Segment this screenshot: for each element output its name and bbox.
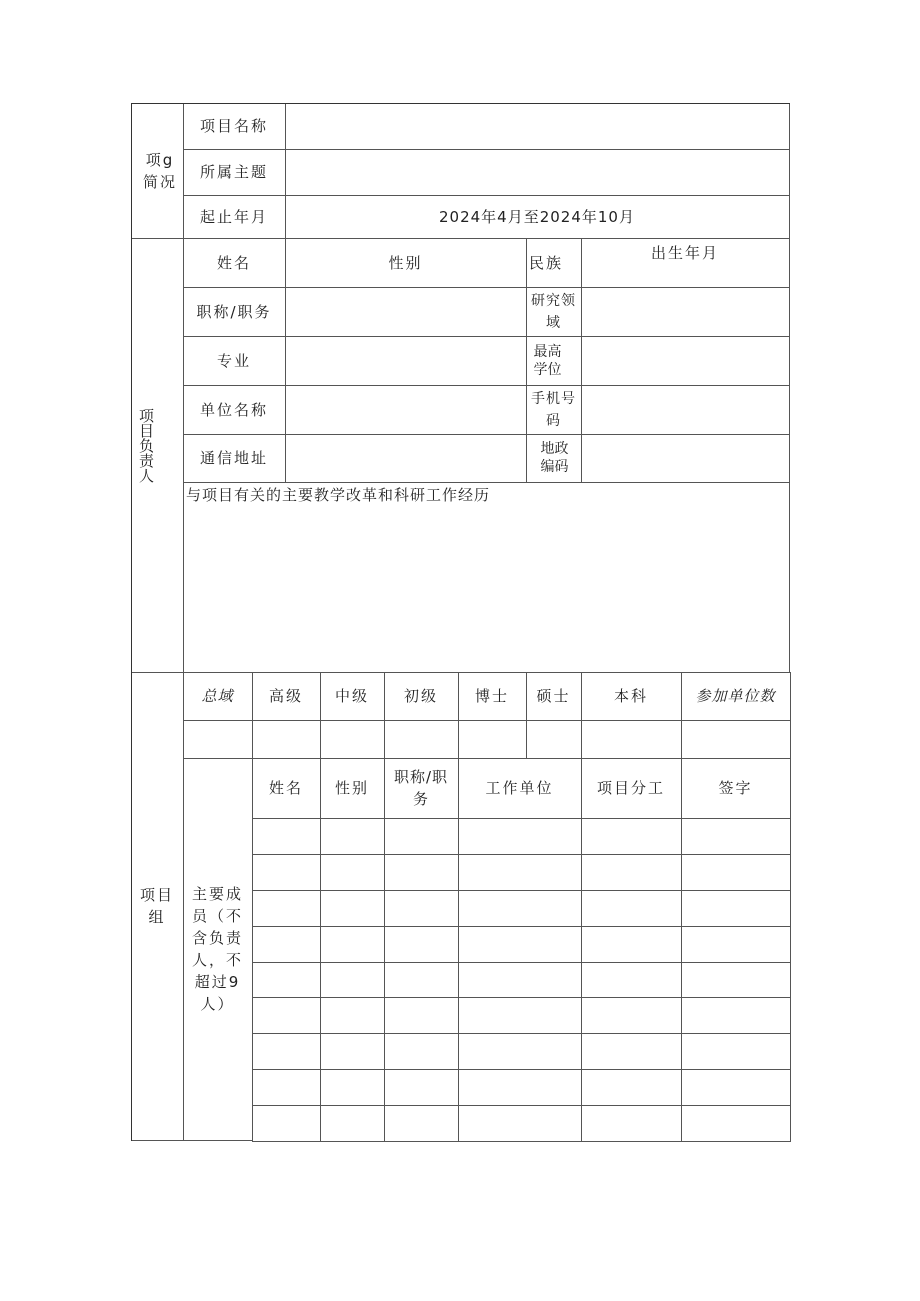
title-label: 职称/职务 <box>183 287 286 337</box>
postcode-label: 地政编码 <box>526 434 582 483</box>
major-label: 专业 <box>183 336 286 386</box>
member-row-0-cell-5[interactable] <box>681 818 791 855</box>
stats-field-5[interactable] <box>526 720 582 759</box>
member-row-8-cell-1[interactable] <box>320 1105 385 1142</box>
research-field[interactable] <box>581 287 790 337</box>
postcode-field[interactable] <box>581 434 790 483</box>
member-row-8-cell-2[interactable] <box>384 1105 459 1142</box>
member-row-5-cell-3[interactable] <box>458 997 582 1034</box>
member-row-4-cell-5[interactable] <box>681 962 791 998</box>
member-row-3-cell-0[interactable] <box>252 926 321 963</box>
member-row-2-cell-5[interactable] <box>681 890 791 927</box>
member-row-6-cell-0[interactable] <box>252 1033 321 1070</box>
member-row-4-cell-4[interactable] <box>581 962 682 998</box>
team-section-label <box>131 672 184 1141</box>
member-row-0-cell-0[interactable] <box>252 818 321 855</box>
period-field[interactable]: 2024年4月至2024年10月 <box>285 195 790 239</box>
stats-field-1[interactable] <box>252 720 321 759</box>
member-row-3-cell-2[interactable] <box>384 926 459 963</box>
stats-header-1: 高级 <box>252 672 321 721</box>
member-header-2: 职称/职务 <box>384 758 459 819</box>
member-header-5: 签字 <box>681 758 791 819</box>
member-header-3: 工作单位 <box>458 758 582 819</box>
stats-header-5: 硕士 <box>526 672 582 721</box>
period-label: 起止年月 <box>183 195 286 239</box>
unit-field[interactable] <box>285 385 527 435</box>
stats-field-6[interactable] <box>581 720 682 759</box>
member-row-7-cell-3[interactable] <box>458 1069 582 1106</box>
major-field[interactable] <box>285 336 527 386</box>
member-row-3-cell-1[interactable] <box>320 926 385 963</box>
theme-field[interactable] <box>285 149 790 196</box>
member-row-6-cell-4[interactable] <box>581 1033 682 1070</box>
member-row-2-cell-4[interactable] <box>581 890 682 927</box>
member-row-5-cell-2[interactable] <box>384 997 459 1034</box>
stats-field-2[interactable] <box>320 720 385 759</box>
team-section-text: 项目组 <box>139 886 174 926</box>
title-field[interactable] <box>285 287 527 337</box>
member-row-2-cell-1[interactable] <box>320 890 385 927</box>
member-row-8-cell-4[interactable] <box>581 1105 682 1142</box>
stats-header-2: 中级 <box>320 672 385 721</box>
address-label: 通信地址 <box>183 434 286 483</box>
member-row-1-cell-3[interactable] <box>458 854 582 891</box>
theme-label: 所属主题 <box>183 149 286 196</box>
stats-header-7: 参加单位数 <box>681 672 791 721</box>
ethnicity-label: 民族 <box>526 238 582 288</box>
member-row-0-cell-4[interactable] <box>581 818 682 855</box>
member-row-6-cell-2[interactable] <box>384 1033 459 1070</box>
member-row-1-cell-1[interactable] <box>320 854 385 891</box>
experience-area[interactable] <box>183 482 790 673</box>
member-row-7-cell-0[interactable] <box>252 1069 321 1106</box>
member-row-1-cell-2[interactable] <box>384 854 459 891</box>
stats-header-3: 初级 <box>384 672 459 721</box>
member-row-7-cell-4[interactable] <box>581 1069 682 1106</box>
experience-label: 与项目有关的主要教学改革和科研工作经历 <box>186 486 491 504</box>
address-field[interactable] <box>285 434 527 483</box>
member-header-4: 项目分工 <box>581 758 682 819</box>
project-name-label: 项目名称 <box>183 103 286 150</box>
member-row-6-cell-1[interactable] <box>320 1033 385 1070</box>
overview-section-label <box>131 103 184 239</box>
research-label: 研究领域 <box>526 287 582 337</box>
leader-section-label <box>131 238 184 673</box>
member-row-1-cell-0[interactable] <box>252 854 321 891</box>
member-row-7-cell-2[interactable] <box>384 1069 459 1106</box>
leader-section-text: 项目负责人 <box>137 408 155 483</box>
member-row-7-cell-5[interactable] <box>681 1069 791 1106</box>
degree-label: 最高学位 <box>526 336 582 386</box>
member-header-1: 性别 <box>320 758 385 819</box>
member-row-5-cell-1[interactable] <box>320 997 385 1034</box>
member-row-5-cell-4[interactable] <box>581 997 682 1034</box>
stats-field-0[interactable] <box>183 720 253 759</box>
gender-label: 性别 <box>285 238 527 288</box>
member-row-8-cell-5[interactable] <box>681 1105 791 1142</box>
member-row-7-cell-1[interactable] <box>320 1069 385 1106</box>
member-row-4-cell-1[interactable] <box>320 962 385 998</box>
members-label: 主要成员（不含负责人，不超过9人） <box>183 758 253 1141</box>
member-row-2-cell-0[interactable] <box>252 890 321 927</box>
member-row-0-cell-1[interactable] <box>320 818 385 855</box>
member-row-5-cell-5[interactable] <box>681 997 791 1034</box>
stats-field-4[interactable] <box>458 720 527 759</box>
member-header-0: 姓名 <box>252 758 321 819</box>
member-row-0-cell-2[interactable] <box>384 818 459 855</box>
stats-field-3[interactable] <box>384 720 459 759</box>
member-row-6-cell-3[interactable] <box>458 1033 582 1070</box>
phone-label: 手机号码 <box>526 385 582 435</box>
unit-label: 单位名称 <box>183 385 286 435</box>
member-row-1-cell-4[interactable] <box>581 854 682 891</box>
member-row-3-cell-3[interactable] <box>458 926 582 963</box>
member-row-8-cell-3[interactable] <box>458 1105 582 1142</box>
member-row-4-cell-2[interactable] <box>384 962 459 998</box>
stats-header-6: 本科 <box>581 672 682 721</box>
member-row-3-cell-5[interactable] <box>681 926 791 963</box>
degree-field[interactable] <box>581 336 790 386</box>
member-row-8-cell-0[interactable] <box>252 1105 321 1142</box>
member-row-2-cell-3[interactable] <box>458 890 582 927</box>
member-row-4-cell-3[interactable] <box>458 962 582 998</box>
member-row-2-cell-2[interactable] <box>384 890 459 927</box>
phone-field[interactable] <box>581 385 790 435</box>
name-label: 姓名 <box>183 238 286 288</box>
member-row-3-cell-4[interactable] <box>581 926 682 963</box>
stats-header-4: 博士 <box>458 672 527 721</box>
project-name-field[interactable] <box>285 103 790 150</box>
stats-field-7[interactable] <box>681 720 791 759</box>
birth-label: 出生年月 <box>581 238 790 288</box>
member-row-6-cell-5[interactable] <box>681 1033 791 1070</box>
overview-section-text: 项g简况 <box>142 150 177 191</box>
member-row-0-cell-3[interactable] <box>458 818 582 855</box>
member-row-5-cell-0[interactable] <box>252 997 321 1034</box>
member-row-1-cell-5[interactable] <box>681 854 791 891</box>
member-row-4-cell-0[interactable] <box>252 962 321 998</box>
stats-header-0: 总域 <box>183 672 253 721</box>
